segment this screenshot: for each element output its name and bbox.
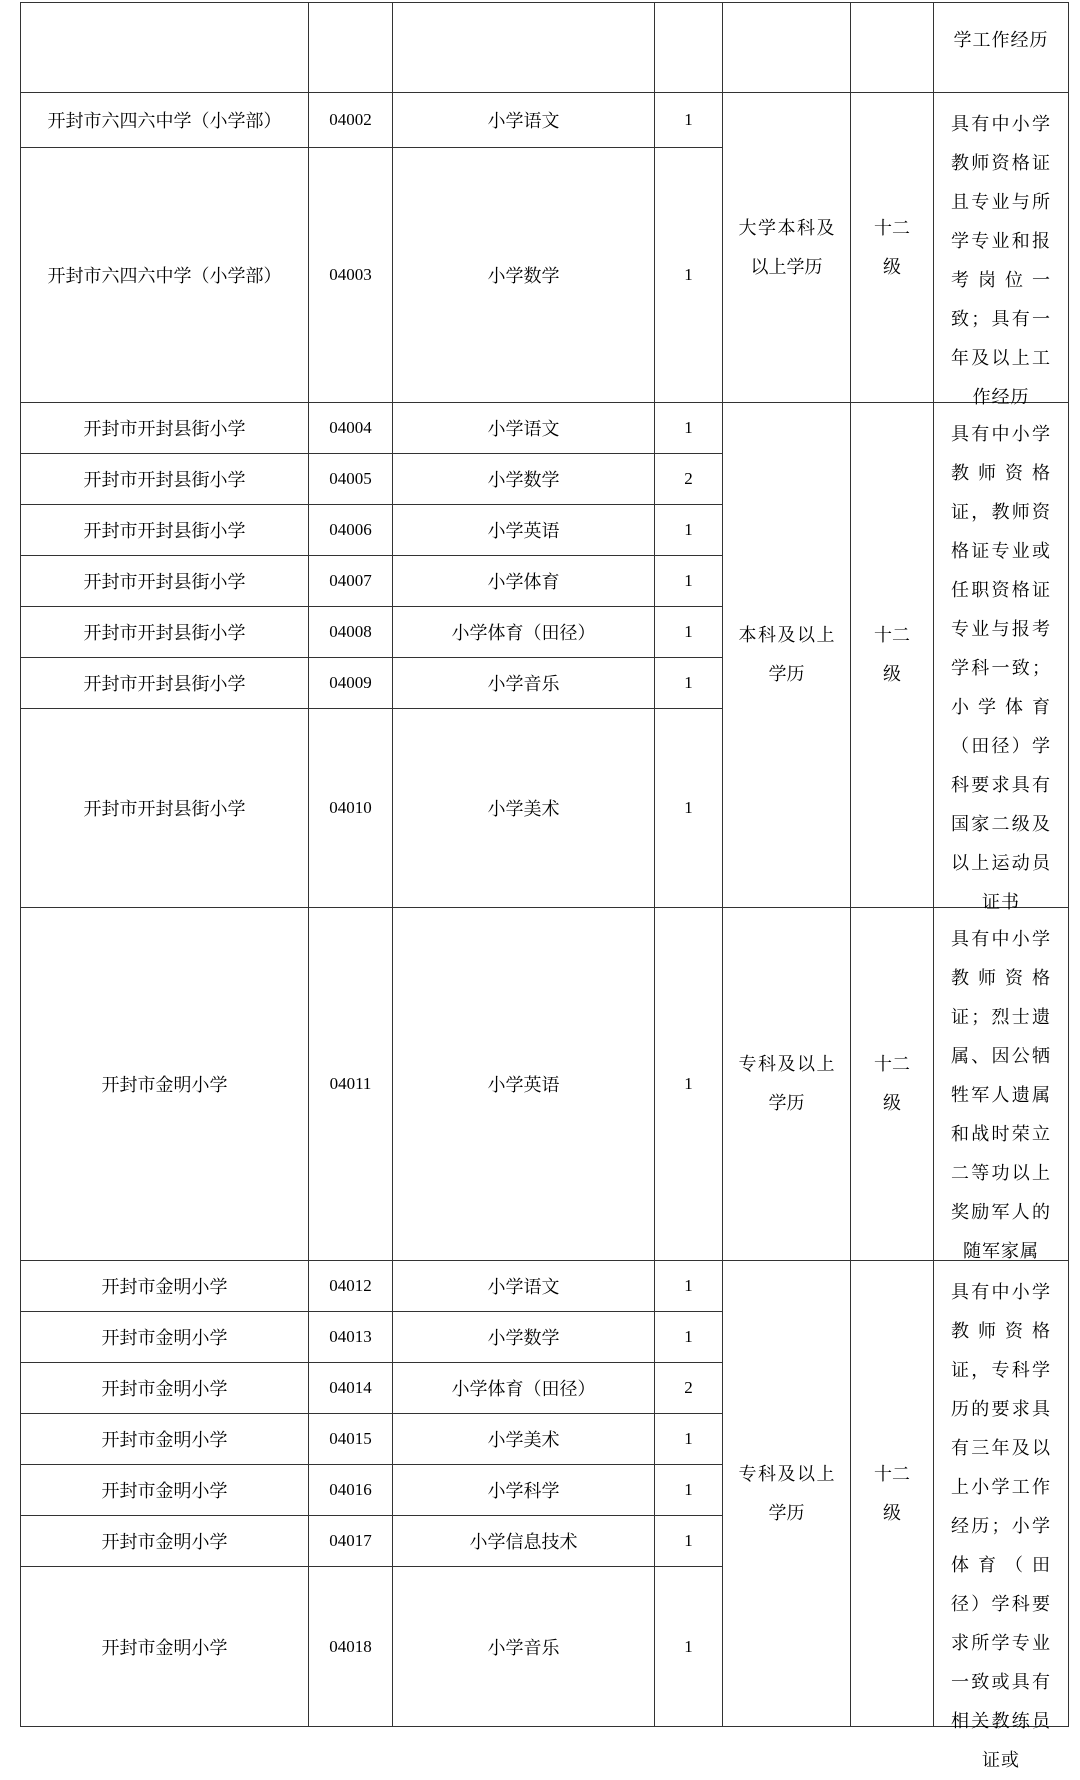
level-cell: 十二级 xyxy=(851,908,934,1261)
level-cell: 十二级 xyxy=(851,93,934,403)
code-cell: 04013 xyxy=(309,1312,393,1363)
code-cell: 04014 xyxy=(309,1363,393,1414)
count-cell: 1 xyxy=(655,658,723,709)
unit-cell: 开封市六四六中学（小学部） xyxy=(21,148,309,403)
count-cell: 1 xyxy=(655,607,723,658)
unit-cell: 开封市金明小学 xyxy=(21,1363,309,1414)
unit-cell: 开封市开封县街小学 xyxy=(21,607,309,658)
unit-cell: 开封市开封县街小学 xyxy=(21,556,309,607)
post-cell: 小学数学 xyxy=(393,454,655,505)
unit-cell: 开封市金明小学 xyxy=(21,1261,309,1312)
count-cell: 1 xyxy=(655,505,723,556)
unit-cell: 开封市金明小学 xyxy=(21,1516,309,1567)
education-cell: 大学本科及以上学历 xyxy=(723,93,851,403)
count-cell: 1 xyxy=(655,1414,723,1465)
code-cell: 04006 xyxy=(309,505,393,556)
code-cell: 04011 xyxy=(309,908,393,1261)
count-cell: 1 xyxy=(655,403,723,454)
table-row xyxy=(21,908,1069,1261)
table-row xyxy=(21,1261,1069,1312)
post-cell: 小学数学 xyxy=(393,1312,655,1363)
code-cell: 04008 xyxy=(309,607,393,658)
code-cell: 04007 xyxy=(309,556,393,607)
post-cell: 小学科学 xyxy=(393,1465,655,1516)
post-cell: 小学体育（田径） xyxy=(393,1363,655,1414)
count-cell: 1 xyxy=(655,1516,723,1567)
post-cell: 小学体育（田径） xyxy=(393,607,655,658)
code-cell: 04018 xyxy=(309,1567,393,1727)
count-cell: 2 xyxy=(655,1363,723,1414)
table-row xyxy=(21,93,1069,148)
count-cell: 2 xyxy=(655,454,723,505)
code-cell: 04012 xyxy=(309,1261,393,1312)
code-cell: 04009 xyxy=(309,658,393,709)
education-cell: 本科及以上学历 xyxy=(723,403,851,908)
post-cell: 小学语文 xyxy=(393,93,655,148)
level-cell: 十二级 xyxy=(851,403,934,908)
post-cell: 小学数学 xyxy=(393,148,655,403)
post-cell: 小学英语 xyxy=(393,505,655,556)
table-row xyxy=(21,403,1069,454)
post-cell: 小学美术 xyxy=(393,709,655,908)
requirement-cell: 具有中小学教师资格证，专科学历的要求具有三年及以上小学工作经历；小学体育（田径）学科要求所学专业一致或具有相关教练员证或 xyxy=(934,1261,1069,1727)
requirement-cell: 学工作经历 xyxy=(934,3,1069,93)
unit-cell: 开封市开封县街小学 xyxy=(21,454,309,505)
count-cell: 1 xyxy=(655,1261,723,1312)
count-cell: 1 xyxy=(655,1567,723,1727)
code-cell: 04003 xyxy=(309,148,393,403)
code-cell: 04010 xyxy=(309,709,393,908)
code-cell: 04005 xyxy=(309,454,393,505)
count-cell: 1 xyxy=(655,148,723,403)
code-cell: 04004 xyxy=(309,403,393,454)
post-cell: 小学体育 xyxy=(393,556,655,607)
requirement-cell: 具有中小学教师资格证且专业与所学专业和报考岗位一致；具有一年及以上工作经历 xyxy=(934,93,1069,403)
count-cell: 1 xyxy=(655,908,723,1261)
count-cell: 1 xyxy=(655,1312,723,1363)
requirement-cell: 具有中小学教师资格证；烈士遗属、因公牺牲军人遗属和战时荣立二等功以上奖励军人的随军家属 xyxy=(934,908,1069,1261)
unit-cell: 开封市金明小学 xyxy=(21,1414,309,1465)
unit-cell: 开封市开封县街小学 xyxy=(21,709,309,908)
post-cell: 小学语文 xyxy=(393,1261,655,1312)
count-cell: 1 xyxy=(655,556,723,607)
education-cell: 专科及以上学历 xyxy=(723,1261,851,1727)
code-cell: 04002 xyxy=(309,93,393,148)
count-cell: 1 xyxy=(655,1465,723,1516)
recruitment-table xyxy=(20,2,1069,1771)
code-cell: 04015 xyxy=(309,1414,393,1465)
unit-cell: 开封市金明小学 xyxy=(21,1465,309,1516)
unit-cell: 开封市开封县街小学 xyxy=(21,658,309,709)
post-cell: 小学音乐 xyxy=(393,658,655,709)
unit-cell: 开封市金明小学 xyxy=(21,908,309,1261)
code-cell: 04017 xyxy=(309,1516,393,1567)
post-cell: 小学语文 xyxy=(393,403,655,454)
unit-cell: 开封市金明小学 xyxy=(21,1567,309,1727)
post-cell: 小学美术 xyxy=(393,1414,655,1465)
requirement-cell: 具有中小学教师资格证，教师资格证专业或任职资格证专业与报考学科一致；小学体育（田径）学科要求具有国家二级及以上运动员证书 xyxy=(934,403,1069,908)
code-cell: 04016 xyxy=(309,1465,393,1516)
unit-cell: 开封市六四六中学（小学部） xyxy=(21,93,309,148)
table-row xyxy=(21,3,1069,93)
count-cell: 1 xyxy=(655,709,723,908)
count-cell: 1 xyxy=(655,93,723,148)
level-cell: 十二级 xyxy=(851,1261,934,1727)
post-cell: 小学信息技术 xyxy=(393,1516,655,1567)
unit-cell: 开封市开封县街小学 xyxy=(21,505,309,556)
post-cell: 小学英语 xyxy=(393,908,655,1261)
post-cell: 小学音乐 xyxy=(393,1567,655,1727)
unit-cell: 开封市金明小学 xyxy=(21,1312,309,1363)
unit-cell: 开封市开封县街小学 xyxy=(21,403,309,454)
education-cell: 专科及以上学历 xyxy=(723,908,851,1261)
